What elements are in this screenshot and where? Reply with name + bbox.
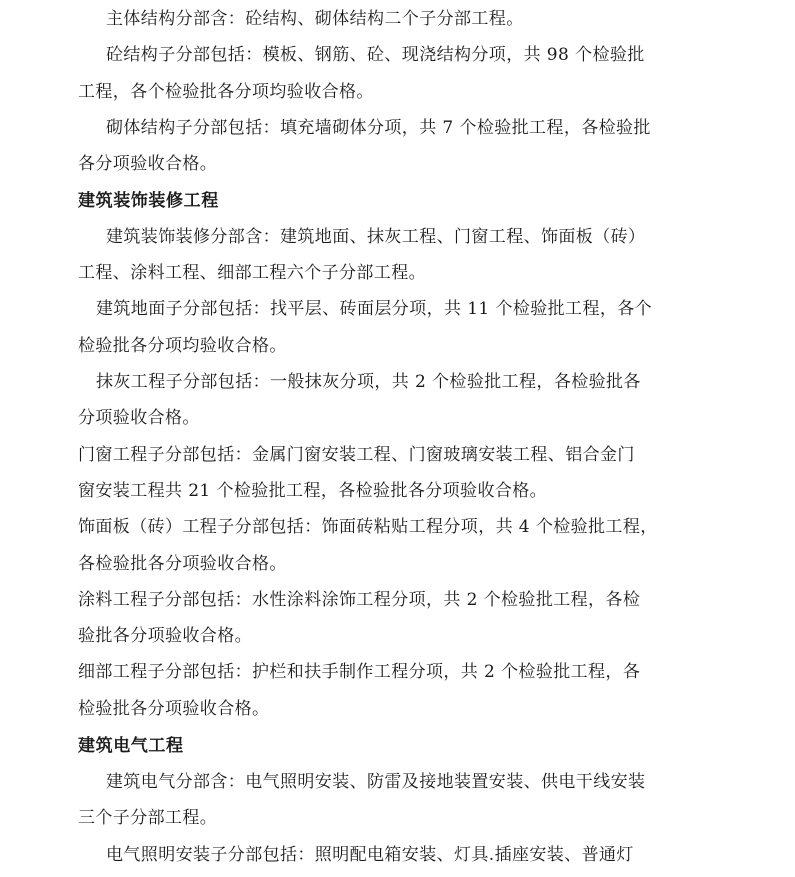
- paragraph-masonry-structure-cont: 各分项验收合格。: [78, 154, 218, 174]
- paragraph-doors-windows: 门窗工程子分部包括：金属门窗安装工程、门窗玻璃安装工程、铝合金门: [78, 445, 635, 465]
- paragraph-electrical-summary: 建筑电气分部含：电气照明安装、防雷及接地装置安装、供电干线安装: [106, 772, 646, 792]
- paragraph-decoration-summary: 建筑装饰装修分部含：建筑地面、抹灰工程、门窗工程、饰面板（砖）: [106, 227, 646, 247]
- paragraph-decoration-summary-cont: 工程、涂料工程、细部工程六个子分部工程。: [78, 263, 426, 283]
- heading-decoration: 建筑装饰装修工程: [78, 191, 219, 211]
- paragraph-plaster-cont: 分项验收合格。: [78, 408, 200, 428]
- paragraph-coating-cont: 验批各分项验收合格。: [78, 626, 252, 646]
- paragraph-lighting-installation: 电气照明安装子分部包括：照明配电箱安装、灯具.插座安装、普通灯: [106, 845, 634, 865]
- paragraph-concrete-structure: 砼结构子分部包括：模板、钢筋、砼、现浇结构分项，共 98 个检验批: [106, 45, 645, 65]
- paragraph-facing-tiles: 饰面板（砖）工程子分部包括：饰面砖粘贴工程分项，共 4 个检验批工程，: [78, 517, 658, 537]
- paragraph-main-structure: 主体结构分部含：砼结构、砌体结构二个子分部工程。: [106, 9, 524, 29]
- paragraph-floor-cont: 检验批各分项均验收合格。: [78, 336, 287, 356]
- paragraph-concrete-structure-cont: 工程，各个检验批各分项均验收合格。: [78, 82, 374, 102]
- paragraph-masonry-structure: 砌体结构子分部包括：填充墙砌体分项，共 7 个检验批工程，各检验批: [106, 118, 651, 138]
- paragraph-doors-windows-cont: 窗安装工程共 21 个检验批工程，各检验批各分项验收合格。: [78, 481, 548, 501]
- paragraph-detail-work: 细部工程子分部包括：护栏和扶手制作工程分项，共 2 个检验批工程，各: [78, 662, 641, 682]
- paragraph-facing-tiles-cont: 各检验批各分项验收合格。: [78, 554, 287, 574]
- paragraph-detail-work-cont: 检验批各分项验收合格。: [78, 699, 270, 719]
- paragraph-floor: 建筑地面子分部包括：找平层、砖面层分项，共 11 个检验批工程，各个: [96, 299, 653, 319]
- paragraph-coating: 涂料工程子分部包括：水性涂料涂饰工程分项，共 2 个检验批工程，各检: [78, 590, 641, 610]
- paragraph-plaster: 抹灰工程子分部包括：一般抹灰分项，共 2 个检验批工程，各检验批各: [96, 372, 641, 392]
- paragraph-electrical-summary-cont: 三个子分部工程。: [78, 808, 218, 828]
- heading-electrical: 建筑电气工程: [78, 736, 184, 756]
